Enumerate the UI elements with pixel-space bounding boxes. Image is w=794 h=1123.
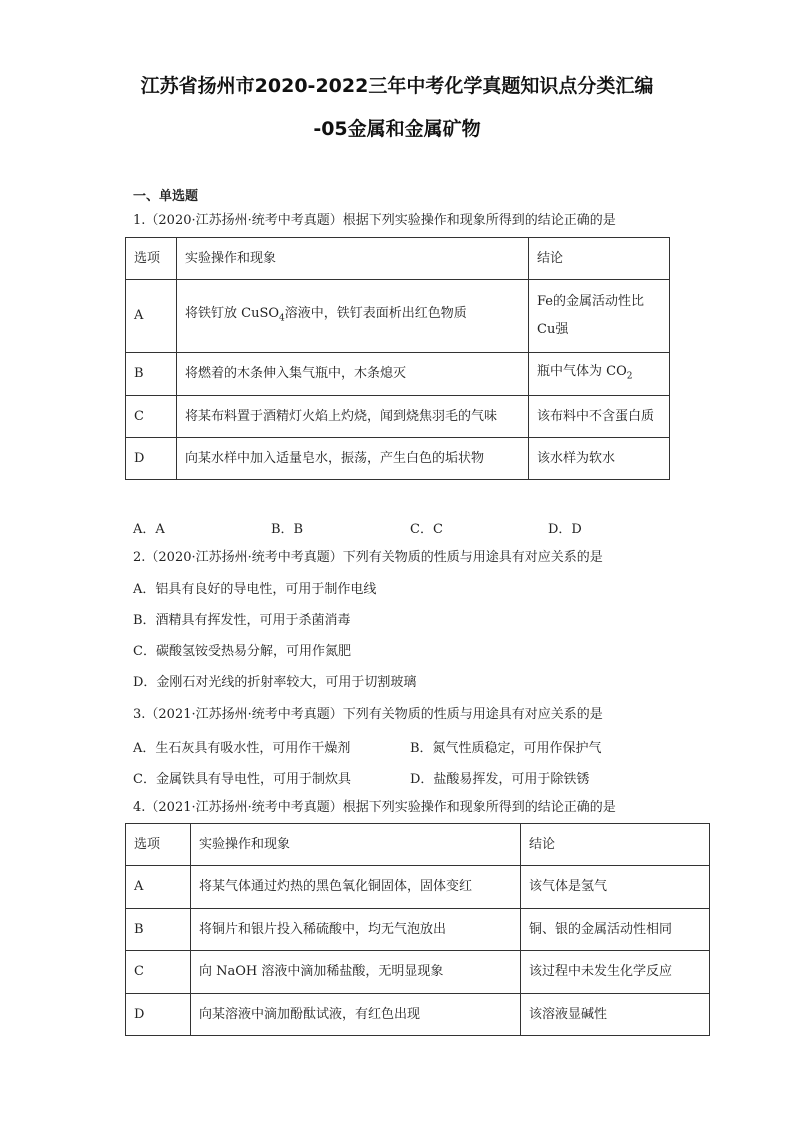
q3-choice-c: C．金属铁具有导电性，可用于制炊具 <box>133 772 351 787</box>
header-conclusion: 结论 <box>521 824 710 866</box>
table-row <box>126 280 670 353</box>
row-operation: 将铜片和银片投入稀硫酸中，均无气泡放出 <box>191 909 521 951</box>
q3-choice-a: A．生石灰具有吸水性，可用作干燥剂 <box>133 741 351 756</box>
table-header-row <box>126 238 670 280</box>
row-option: C <box>126 396 177 438</box>
row-operation: 向某溶液中滴加酚酞试液，有红色出现 <box>191 994 521 1036</box>
question-2-stem: 2.（2020·江苏扬州·统考中考真题）下列有关物质的性质与用途具有对应关系的是 <box>133 550 603 565</box>
header-operation: 实验操作和现象 <box>177 238 529 280</box>
row-conclusion: 该布料中不含蛋白质 <box>529 396 670 438</box>
row-option: B <box>126 909 191 951</box>
table-row <box>126 396 670 438</box>
row-conclusion: 该气体是氢气 <box>521 866 710 909</box>
row-operation: 向某水样中加入适量皂水，振荡，产生白色的垢状物 <box>177 438 529 480</box>
q2-choice-a: A．铝具有良好的导电性，可用于制作电线 <box>133 582 377 597</box>
q3-choice-b: B．氮气性质稳定，可用作保护气 <box>410 741 602 756</box>
row-conclusion: 铜、银的金属活动性相同 <box>521 909 710 951</box>
row-conclusion: Fe的金属活动性比 Cu强 <box>529 280 670 353</box>
row-conclusion: 瓶中气体为 $CO_2$ <box>529 353 670 396</box>
q2-choice-b: B．酒精具有挥发性，可用于杀菌消毒 <box>133 613 351 628</box>
row-option: A <box>126 280 177 353</box>
question-4-table <box>125 823 710 1036</box>
row-option: A <box>126 866 191 909</box>
row-operation: 向 NaOH 溶液中滴加稀盐酸，无明显现象 <box>191 951 521 994</box>
row-conclusion: 该溶液显碱性 <box>521 994 710 1036</box>
q2-choice-c: C．碳酸氢铵受热易分解，可用作氮肥 <box>133 644 351 659</box>
header-option: 选项 <box>126 824 191 866</box>
table-row <box>126 438 670 480</box>
table-header-row <box>126 824 710 866</box>
question-1-table <box>125 237 670 480</box>
row-operation: 将某气体通过灼热的黑色氧化铜固体，固体变红 <box>191 866 521 909</box>
row-conclusion: 该过程中未发生化学反应 <box>521 951 710 994</box>
q1-choice-b: B．B <box>271 522 304 537</box>
q3-choice-d: D．盐酸易挥发，可用于除铁锈 <box>410 772 590 787</box>
table-row <box>126 353 670 396</box>
q2-choice-d: D．金刚石对光线的折射率较大，可用于切割玻璃 <box>133 675 417 690</box>
header-option: 选项 <box>126 238 177 280</box>
table-row <box>126 994 710 1036</box>
table-row <box>126 866 710 909</box>
row-operation: 将某布料置于酒精灯火焰上灼烧，闻到烧焦羽毛的气味 <box>177 396 529 438</box>
q1-choice-d: D．D <box>548 522 582 537</box>
question-3-stem: 3.（2021·江苏扬州·统考中考真题）下列有关物质的性质与用途具有对应关系的是 <box>133 707 603 722</box>
row-option: C <box>126 951 191 994</box>
row-option: D <box>126 438 177 480</box>
table-row <box>126 951 710 994</box>
q1-choice-a: A．A <box>133 522 165 537</box>
document-title-line2: -05金属和金属矿物 <box>313 118 481 140</box>
row-option: B <box>126 353 177 396</box>
header-conclusion: 结论 <box>529 238 670 280</box>
header-operation: 实验操作和现象 <box>191 824 521 866</box>
row-option: D <box>126 994 191 1036</box>
row-operation: 将铁钉放 CuSO$_4$溶液中，铁钉表面析出红色物质 <box>177 280 529 353</box>
section-heading: 一、单选题 <box>133 189 199 204</box>
table-row <box>126 909 710 951</box>
document-title-line1: 江苏省扬州市2020-2022三年中考化学真题知识点分类汇编 <box>140 75 654 97</box>
row-conclusion: 该水样为软水 <box>529 438 670 480</box>
question-4-stem: 4.（2021·江苏扬州·统考中考真题）根据下列实验操作和现象所得到的结论正确的是 <box>133 800 616 815</box>
q1-choice-c: C．C <box>410 522 443 537</box>
row-operation: 将燃着的木条伸入集气瓶中，木条熄灭 <box>177 353 529 396</box>
question-1-stem: 1.（2020·江苏扬州·统考中考真题）根据下列实验操作和现象所得到的结论正确的是 <box>133 213 616 228</box>
